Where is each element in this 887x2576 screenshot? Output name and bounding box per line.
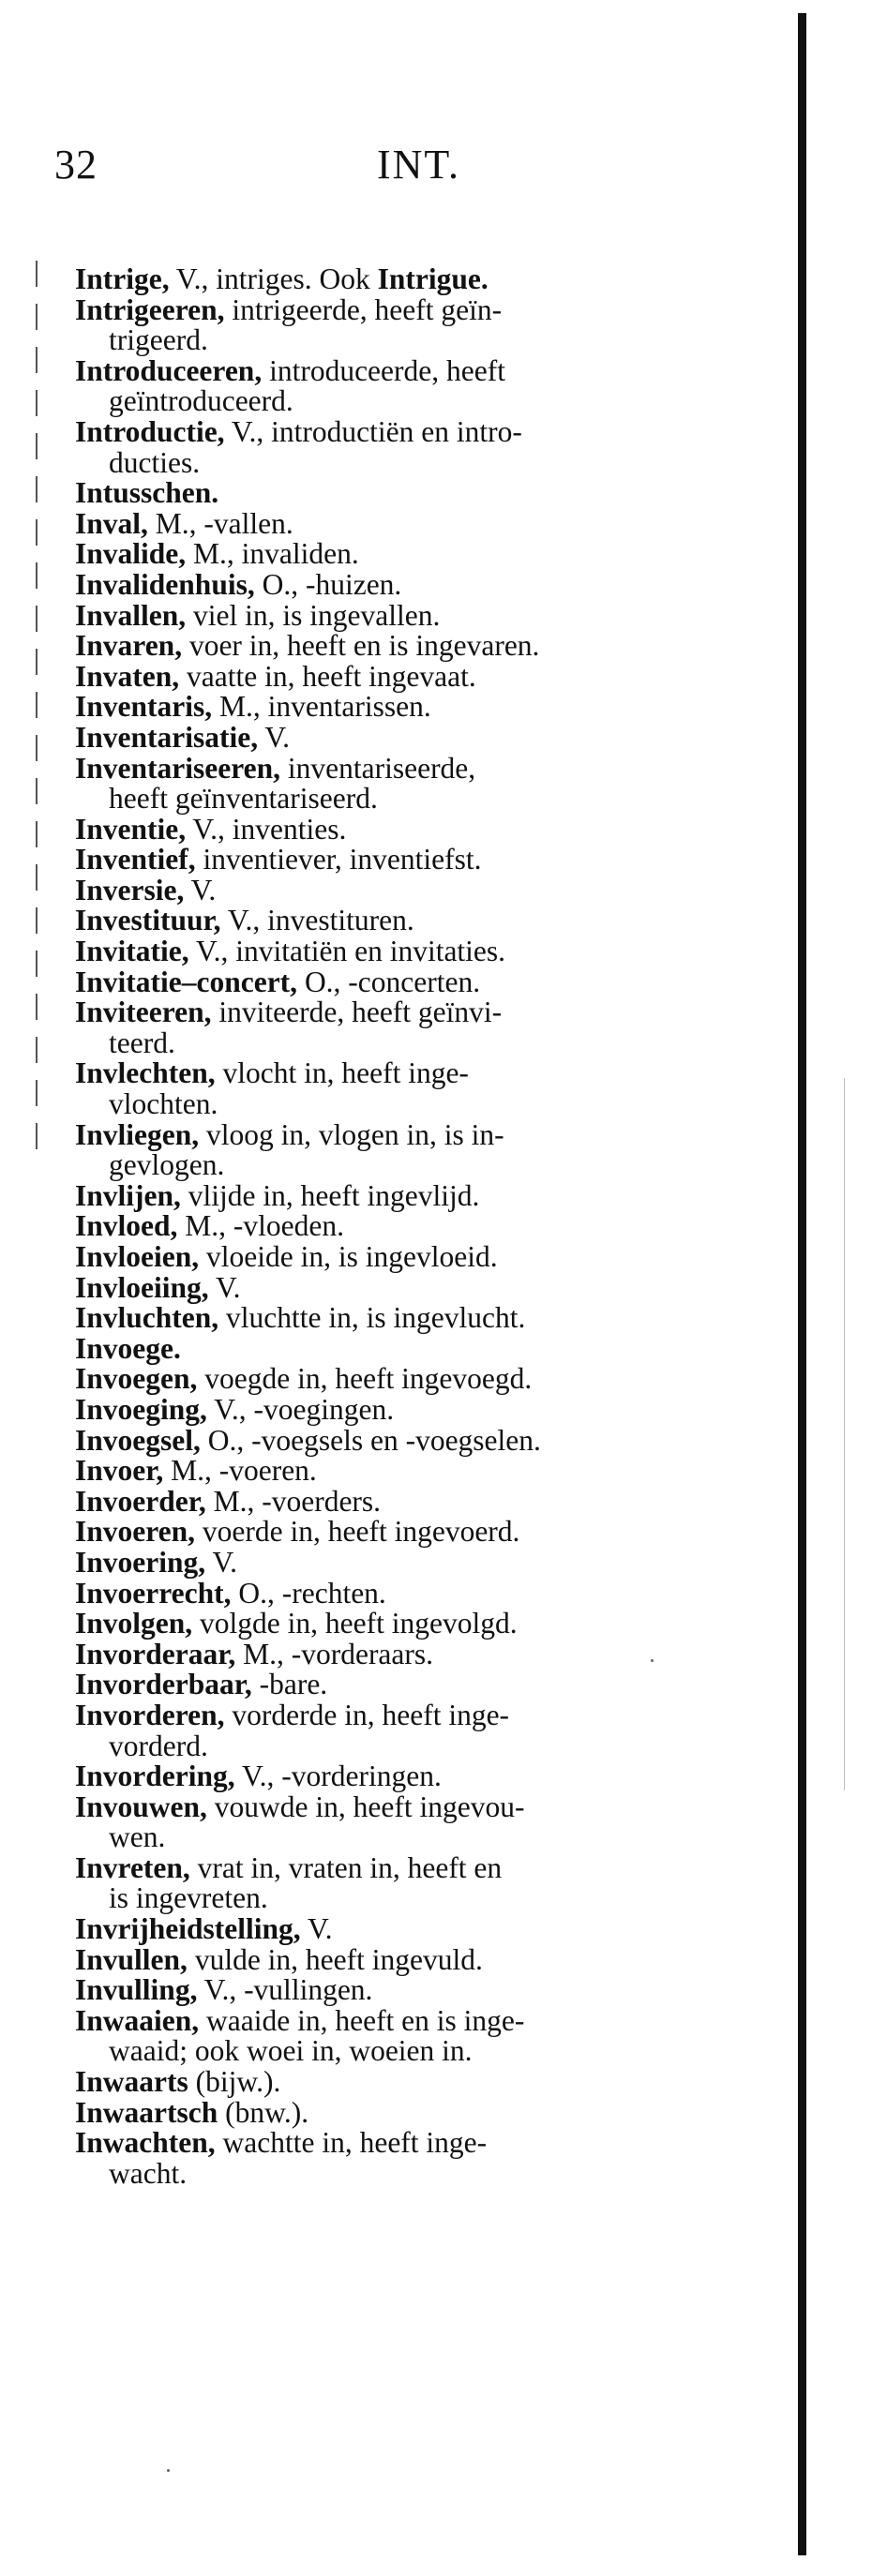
dictionary-entry [75, 1670, 750, 1700]
dictionary-entry [75, 1761, 750, 1792]
entry-headword: Invulling, [75, 1973, 198, 2007]
dictionary-entry [75, 1058, 750, 1119]
entry-continuation: geïntroduceerd. [109, 384, 293, 418]
dictionary-entry [75, 1975, 750, 2006]
entry-headword: Invoer, [75, 1454, 164, 1488]
dictionary-entry [75, 414, 750, 479]
entry-definition: vaatte in, heeft ingevaat. [179, 659, 476, 693]
entry-variant-headword: Intrigue. [377, 262, 489, 295]
entry-headword: Involgen, [75, 1607, 193, 1640]
dictionary-entry [75, 539, 750, 570]
entry-definition: M., -voeren. [163, 1454, 317, 1488]
entry-headword: Invoegsel, [75, 1423, 201, 1457]
entry-headword: Invoerrecht, [75, 1576, 232, 1610]
entry-continuation: wacht. [109, 2156, 188, 2190]
entry-headword: Invouwen, [75, 1790, 207, 1823]
entry-definition: inviteerde, heeft geïnvi- [211, 996, 503, 1029]
entry-headword: Inventarisatie, [75, 720, 259, 754]
entry-headword: Invordering, [75, 1760, 235, 1793]
left-gutter-marks [36, 261, 38, 1151]
dictionary-entry [75, 1211, 750, 1242]
entry-headword: Invallen, [75, 598, 187, 632]
entry-headword: Inventariseeren, [75, 751, 281, 785]
dictionary-entry [75, 1609, 750, 1640]
entry-definition: V., -voegingen. [206, 1392, 395, 1426]
entry-continuation: trigeerd. [109, 323, 208, 357]
dictionary-entry [75, 720, 750, 754]
entry-definition: M., -voerders. [205, 1484, 382, 1518]
entry-definition: V., introductiën en intro- [224, 414, 522, 448]
entry-definition: V., inventies. [186, 812, 347, 846]
running-head: INT. [377, 142, 461, 187]
dictionary-entry [75, 967, 750, 998]
dictionary-entry [75, 1850, 750, 1915]
dictionary-entry [75, 659, 750, 693]
entry-definition: -bare. [251, 1668, 328, 1701]
entry-headword: Invloeien, [75, 1240, 200, 1273]
entry-headword: Invrijheidstelling, [75, 1912, 301, 1946]
entry-continuation: gevlogen. [109, 1148, 225, 1182]
entry-definition: voer in, heeft en is ingevaren. [182, 629, 540, 663]
entry-definition: V. [208, 1270, 241, 1304]
entry-headword: Invitatie–concert, [75, 965, 298, 998]
entry-headword: Invalidenhuis, [75, 567, 255, 601]
entry-definition: (bnw.). [218, 2095, 309, 2129]
entry-definition: vluchtte in, is ingevlucht. [218, 1301, 526, 1335]
entry-headword: Invoeging, [75, 1392, 207, 1426]
dictionary-entry [75, 1331, 750, 1365]
entry-definition: vrat in, vraten in, heeft en [189, 1850, 503, 1884]
entry-headword: Inwachten, [75, 2126, 216, 2160]
entry-definition: V., intriges. Ook [169, 262, 378, 295]
dictionary-entry [75, 1242, 750, 1273]
dictionary-entry [75, 1270, 750, 1304]
entry-headword: Invreten, [75, 1850, 190, 1884]
entry-headword: Invoegen, [75, 1362, 198, 1396]
entry-definition: volgde in, heeft ingevolgd. [192, 1607, 518, 1640]
entry-definition: voegde in, heeft ingevoegd. [197, 1362, 533, 1396]
dictionary-entry [75, 567, 750, 601]
entry-definition: V. [300, 1912, 333, 1946]
entry-continuation: teerd. [109, 1026, 175, 1059]
entry-definition: M., invaliden. [186, 537, 359, 571]
dictionary-entry [75, 936, 750, 967]
print-speck [167, 2469, 170, 2472]
page-header [0, 141, 887, 197]
dictionary-entry [75, 812, 750, 846]
entry-headword: Inversie, [75, 873, 185, 906]
entry-definition: vorderde in, heeft inge- [224, 1698, 510, 1731]
dictionary-entry [75, 1456, 750, 1487]
entry-headword: Invluchten, [75, 1301, 219, 1335]
entry-headword: Intrige, [75, 262, 170, 295]
entry-headword: Inventief, [75, 843, 196, 876]
entry-definition: waaide in, heeft en is inge- [199, 2003, 525, 2037]
dictionary-entry [75, 292, 750, 357]
entry-definition: vlocht in, heeft inge- [215, 1056, 469, 1090]
entry-definition: vouwde in, heeft ingevou- [206, 1790, 525, 1823]
dictionary-entry [75, 598, 750, 632]
dictionary-entry [75, 2067, 750, 2098]
entry-headword: Invoeren, [75, 1515, 196, 1549]
dictionary-entry [75, 1392, 750, 1426]
entry-definition: vulde in, heeft ingevuld. [187, 1942, 483, 1976]
entry-headword: Invloed, [75, 1209, 178, 1243]
faint-margin-line [844, 1078, 845, 1790]
entry-continuation: vlochten. [109, 1087, 218, 1121]
dictionary-entry [75, 1423, 750, 1457]
entry-headword: Invlijen, [75, 1178, 181, 1212]
dictionary-entry [75, 478, 750, 509]
entry-headword: Inviteeren, [75, 996, 212, 1029]
entry-headword: Inventaris, [75, 690, 213, 724]
entry-headword: Invoerder, [75, 1484, 206, 1518]
dictionary-entry [75, 1178, 750, 1212]
entry-headword: Introductie, [75, 414, 225, 448]
entry-definition: M., -vorderaars. [235, 1637, 434, 1670]
dictionary-entry [75, 1792, 750, 1853]
dictionary-entry [75, 1637, 750, 1670]
entry-definition: M., inventarissen. [212, 690, 431, 724]
dictionary-entry [75, 2095, 750, 2129]
print-speck [651, 1659, 654, 1662]
entry-definition: introduceerde, heeft [262, 353, 505, 387]
entry-definition: V., invitatiën en invitaties. [188, 935, 506, 968]
entry-headword: Invloeiing, [75, 1270, 209, 1304]
dictionary-entry [75, 1364, 750, 1395]
page-number: 32 [54, 142, 98, 187]
entry-definition: O., -rechten. [231, 1576, 386, 1610]
entry-continuation: heeft geïnventariseerd. [109, 782, 378, 816]
entry-definition: intrigeerde, heeft geïn- [224, 292, 503, 326]
dictionary-entry [75, 1484, 750, 1518]
entry-headword: Invalide, [75, 537, 187, 571]
entry-headword: Inventie, [75, 812, 187, 846]
entry-definition: V., -vorderingen. [234, 1760, 442, 1793]
entry-definition: V. [205, 1545, 238, 1579]
dictionary-entry [75, 1576, 750, 1610]
entry-headword: Invorderaar, [75, 1637, 236, 1670]
dictionary-entry [75, 1303, 750, 1334]
entry-headword: Intrigeeren, [75, 292, 225, 326]
entry-definition: O., -concerten. [297, 965, 481, 998]
entry-definition: inventiever, inventiefst. [195, 843, 482, 876]
entry-headword: Inval, [75, 506, 148, 540]
entry-continuation: waaid; ook woei in, woeien in. [109, 2034, 473, 2068]
entry-headword: Investituur, [75, 904, 221, 937]
entry-continuation: vorderd. [109, 1729, 208, 1762]
dictionary-entry [75, 2003, 750, 2068]
entry-headword: Introduceeren, [75, 353, 263, 387]
dictionary-entry [75, 751, 750, 816]
dictionary-entry [75, 845, 750, 876]
dictionary-entry [75, 1117, 750, 1182]
entry-definition: vlijde in, heeft ingevlijd. [180, 1178, 480, 1212]
dictionary-entry [75, 1942, 750, 1976]
entry-headword: Invliegen, [75, 1117, 200, 1151]
dictionary-entry [75, 506, 750, 540]
entry-continuation: is ingevreten. [109, 1881, 268, 1915]
entry-definition: V. [258, 720, 290, 754]
dictionary-entry [75, 1700, 750, 1761]
dictionary-entry [75, 906, 750, 936]
dictionary-entry [75, 692, 750, 723]
entry-definition: vloeide in, is ingevloeid. [199, 1240, 498, 1273]
entry-list [75, 264, 750, 2189]
dictionary-entry [75, 2128, 750, 2189]
entry-headword: Invorderen, [75, 1698, 225, 1731]
entry-continuation: ducties. [109, 445, 201, 479]
entry-headword: Invoege. [75, 1331, 181, 1365]
entry-definition: V., investituren. [220, 904, 414, 937]
dictionary-entry [75, 1517, 750, 1548]
entry-definition: inventariseerde, [280, 751, 476, 785]
binding-edge-rule [798, 13, 806, 2555]
dictionary-entry [75, 997, 750, 1058]
dictionary-entry [75, 264, 750, 295]
entry-definition: M., -vallen. [147, 506, 293, 540]
entry-headword: Invlechten, [75, 1056, 216, 1090]
entry-headword: Inwaartsch [75, 2095, 218, 2129]
entry-headword: Inwaaien, [75, 2003, 200, 2037]
entry-headword: Inwaarts [75, 2065, 188, 2099]
entry-definition: V., -vullingen. [197, 1973, 373, 2007]
entry-headword: Invorderbaar, [75, 1668, 252, 1701]
entry-headword: Invitatie, [75, 935, 189, 968]
dictionary-entry [75, 1545, 750, 1579]
entry-continuation: wen. [109, 1820, 166, 1854]
entry-headword: Invullen, [75, 1942, 188, 1976]
entry-headword: Invaren, [75, 629, 183, 663]
entry-definition: wachtte in, heeft inge- [215, 2126, 488, 2160]
entry-definition: (bijw.). [188, 2065, 281, 2099]
entry-headword: Intusschen. [75, 476, 219, 510]
entry-definition: voerde in, heeft ingevoerd. [195, 1515, 520, 1549]
dictionary-entry [75, 873, 750, 906]
entry-definition: O., -huizen. [254, 567, 402, 601]
dictionary-entry [75, 631, 750, 662]
entry-definition: O., -voegsels en -voegselen. [200, 1423, 541, 1457]
dictionary-entry [75, 1914, 750, 1945]
entry-headword: Invoering, [75, 1545, 206, 1579]
entry-headword: Invaten, [75, 659, 180, 693]
dictionary-entry [75, 353, 750, 418]
entry-definition: M., -vloeden. [177, 1209, 344, 1243]
entry-definition: viel in, is ingevallen. [186, 598, 441, 632]
entry-definition: vloog in, vlogen in, is in- [199, 1117, 504, 1151]
entry-definition: V. [184, 873, 217, 906]
